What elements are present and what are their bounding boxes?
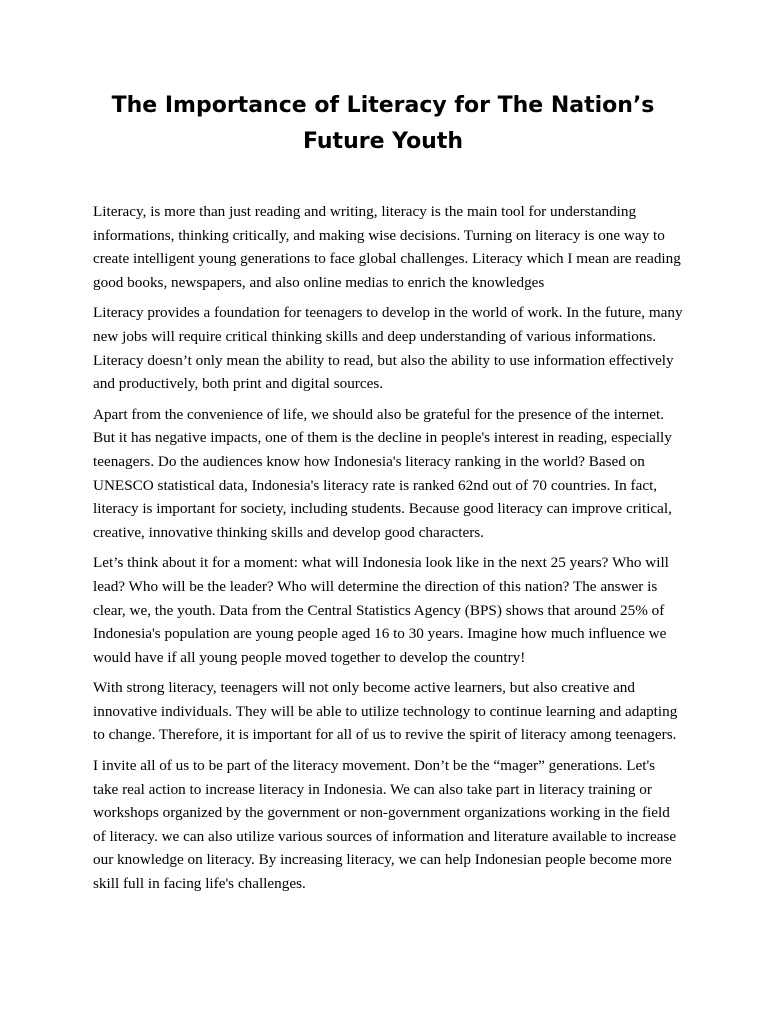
paragraph-4: Let’s think about it for a moment: what will Indonesia look like in the next 25 years? Who will lead? Who will be the leader? Who will determine the direction of this nation? The answer is clear, we, the youth. Data from the Central Statistics Agency (BPS) shows that around 25% of Indonesia's population are young people aged 16 to 30 years. Imagine how much influence we would have if all young people moved together to develop the country! bbox=[93, 554, 669, 666]
document-title: The Importance of Literacy for The Nation’s Future Youth bbox=[111, 93, 655, 154]
document-body bbox=[93, 200, 683, 903]
paragraph-1: Literacy, is more than just reading and writing, literacy is the main tool for understanding informations, thinking critically, and making wise decisions. Turning on literacy is one way to create intelligent young generations to face global challenges. Literacy which I mean are reading good books, newspapers, and also online medias to enrich the knowledges bbox=[93, 203, 681, 291]
paragraph-3: Apart from the convenience of life, we should also be grateful for the presence of the internet. But it has negative impacts, one of them is the decline in people's interest in reading, especially teenagers. Do the audiences know how Indonesia's literacy ranking in the world? Based on UNESCO statistical data, Indonesia's literacy rate is ranked 62nd out of 70 countries. In fact, literacy is important for society, including students. Because good literacy can improve critical, creative, innovative thinking skills and develop good characters. bbox=[93, 405, 672, 541]
paragraph-5: With strong literacy, teenagers will not only become active learners, but also creative and innovative individuals. They will be able to utilize technology to continue learning and adapting to change. Therefore, it is important for all of us to revive the spirit of literacy among teenagers. bbox=[93, 679, 678, 744]
paragraph-6: I invite all of us to be part of the literacy movement. Don’t be the “mager” generations. Let's take real action to increase literacy in Indonesia. We can also take part in literacy training or workshops organized by the government or non-government organizations working in the field of literacy. we can also utilize various sources of information and literature available to increase our knowledge on literacy. By increasing literacy, we can help Indonesian people become more skill full in facing life's challenges. bbox=[93, 757, 677, 893]
paragraph-2: Literacy provides a foundation for teenagers to develop in the world of work. In the future, many new jobs will require critical thinking skills and deep understanding of various informations. Literacy doesn’t only mean the ability to read, but also the ability to use information effectively and productively, both print and digital sources. bbox=[93, 304, 683, 393]
